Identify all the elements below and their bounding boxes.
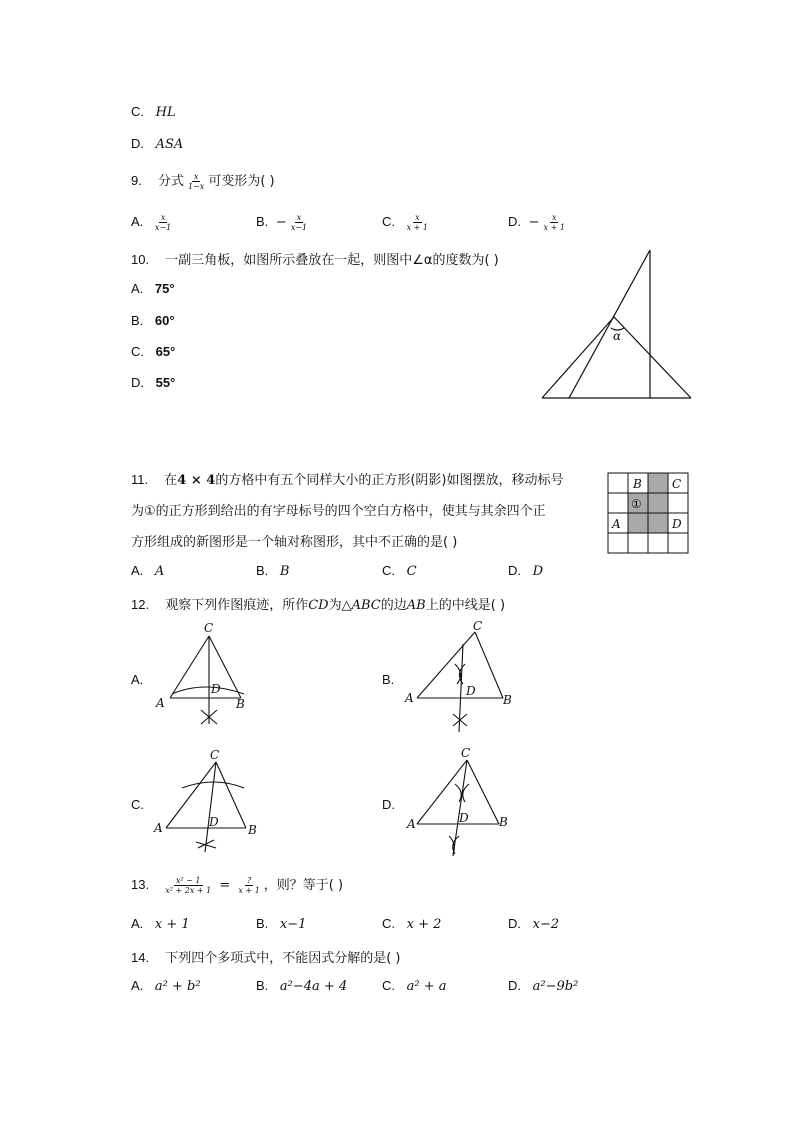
option-text: a²−4a + 4 [279, 979, 348, 994]
stem-text: 的方格中有五个同样大小的正方形(阴影)如图摆放，移动标号 [215, 473, 564, 488]
option-text: B [279, 564, 290, 579]
q9-option-b[interactable] [256, 213, 311, 232]
option-label: C. [382, 978, 395, 993]
option-fraction: $\frac{x}{x + 1}$ [543, 213, 565, 232]
q13-option-b[interactable] [256, 916, 306, 932]
q9-option-a[interactable] [131, 213, 175, 232]
option-label: C. [382, 213, 395, 229]
q13-stem [131, 874, 343, 895]
point-c: C [210, 748, 220, 762]
q10-option-d[interactable] [131, 375, 175, 390]
option-text: x + 2 [406, 917, 442, 932]
option-label: A. [131, 916, 144, 931]
question-number: 10. [131, 252, 150, 267]
point-d: D [466, 684, 476, 698]
shaded-cell [628, 513, 648, 533]
option-text: 75° [154, 281, 175, 296]
point-c: C [461, 746, 471, 760]
option-text: 60° [154, 313, 175, 328]
q11-stem-line3: 方形组成的新图形是一个轴对称图形，其中不正确的是( ) [131, 535, 458, 550]
option-label: C. [382, 563, 395, 578]
point-b: B [499, 815, 508, 829]
option-text: HL [155, 105, 176, 120]
option-label: D. [508, 916, 521, 931]
question-number: 12. [131, 597, 150, 612]
q10-triangle-figure [536, 246, 698, 404]
point-c: C [473, 619, 483, 633]
option-text: ASA [155, 137, 184, 152]
option-label: B. [256, 213, 269, 229]
q12-figure-b [403, 618, 521, 736]
option-sign: − [528, 214, 540, 230]
point-b: B [248, 823, 257, 837]
option-label: C. [131, 104, 144, 119]
q9-stem [131, 170, 275, 191]
q11-option-b[interactable] [256, 563, 289, 579]
q14-stem [131, 947, 401, 966]
stem-math: △ABC [341, 598, 381, 613]
option-text: A [154, 564, 165, 579]
point-a: A [405, 691, 414, 705]
point-d: D [459, 811, 469, 825]
option-label: D. [131, 375, 144, 390]
q12-stem [131, 594, 505, 613]
point-d: D [211, 682, 221, 696]
option-label: B. [256, 978, 269, 993]
q12-option-c[interactable]: C. [131, 797, 144, 812]
point-c: C [204, 622, 214, 635]
point-b: B [236, 697, 245, 711]
option-label: B. [256, 916, 269, 931]
option-label: C. [131, 344, 144, 359]
equals-sign: = [219, 878, 231, 893]
option-text: a² + b² [154, 979, 201, 994]
q13-option-c[interactable] [382, 916, 441, 932]
q14-option-a[interactable] [131, 978, 201, 994]
stem-prefix: 分式 [157, 174, 184, 189]
option-label: D. [508, 213, 521, 229]
option-label: A. [131, 563, 144, 578]
grid-label-d: D [672, 517, 682, 531]
q13-option-a[interactable] [131, 916, 190, 932]
triangle-right-edge [614, 317, 691, 398]
option-text: a²−9b² [532, 979, 579, 994]
question-number: 9. [131, 173, 142, 188]
stem-math: 4 × 4 [177, 473, 216, 488]
option-fraction: $\frac{x}{x + 1}$ [406, 213, 429, 232]
stem-text: 一副三角板，如图所示叠放在一起，则图中∠α的度数为( ) [165, 253, 499, 268]
stem-text: 观察下列作图痕迹，所作 [165, 598, 309, 613]
stem-text: 在 [164, 473, 178, 488]
grid-label-b: B [633, 477, 642, 491]
stem-fraction: $\frac{x}{1-x}$ [188, 172, 205, 191]
option-label: D. [508, 978, 521, 993]
q9-option-c[interactable] [382, 213, 432, 232]
option-label: D. [508, 563, 521, 578]
option-label: B. [256, 563, 269, 578]
option-label: A. [131, 978, 144, 993]
stem-text: 上的中线是( ) [425, 598, 506, 613]
option-text: a² + a [406, 979, 447, 994]
shaded-cell [648, 513, 668, 533]
option-text: D [532, 564, 544, 579]
grid-label-one: ① [631, 497, 642, 511]
q10-option-a[interactable] [131, 281, 175, 296]
q14-option-d[interactable] [508, 978, 578, 994]
question-number: 14. [131, 950, 150, 965]
q8-option-c[interactable] [131, 104, 176, 120]
lhs-fraction: $\frac{\text{x² − 1}}{\text{x² + 2x + 1}}$ [165, 876, 212, 895]
point-b: B [503, 693, 512, 707]
option-text: 65° [155, 344, 176, 359]
option-label: A. [131, 281, 144, 296]
q12-figure-d [403, 744, 521, 860]
rhs-fraction: $\frac{?}{x + 1}$ [238, 876, 260, 895]
option-label: C. [382, 916, 395, 931]
q9-option-d[interactable] [508, 213, 569, 232]
q14-option-c[interactable] [382, 978, 447, 994]
point-d: D [209, 815, 219, 829]
q10-option-b[interactable] [131, 313, 175, 328]
q11-stem-line1 [131, 469, 563, 488]
stem-suffix: ，则？等于( ) [263, 878, 344, 893]
option-text: x−1 [279, 917, 307, 932]
option-text: x−2 [532, 917, 560, 932]
option-label: B. [131, 313, 144, 328]
ruler-hypotenuse [569, 250, 650, 398]
option-fraction: $\frac{x}{x-1}$ [290, 213, 308, 232]
question-number: 13. [131, 877, 150, 892]
shaded-cell [648, 473, 668, 493]
point-a: A [156, 696, 165, 710]
q11-option-c[interactable] [382, 563, 417, 579]
stem-text: 的边 [380, 598, 407, 613]
option-text: C [406, 564, 417, 579]
q12-option-a[interactable]: A. [131, 672, 144, 687]
option-sign: − [275, 214, 287, 230]
q11-stem-line2: 为①的正方形到给出的有字母标号的四个空白方格中，使其与其余四个正 [131, 504, 546, 519]
option-label: A. [131, 213, 144, 229]
option-fraction: $\frac{x}{x-1}$ [154, 213, 172, 232]
q10-stem [131, 249, 499, 268]
option-text: 55° [155, 375, 176, 390]
q13-option-d[interactable] [508, 916, 559, 932]
q8-option-d[interactable] [131, 136, 183, 152]
q14-option-b[interactable] [256, 978, 347, 994]
stem-math: CD [308, 598, 329, 613]
stem-text: 为 [328, 598, 342, 613]
stem-suffix: 可变形为( ) [208, 174, 275, 189]
stem-text: 下列四个多项式中，不能因式分解的是( ) [165, 951, 401, 966]
point-a: A [154, 821, 163, 835]
grid-label-c: C [672, 477, 682, 491]
q10-option-c[interactable] [131, 344, 175, 359]
q12-option-d[interactable]: D. [382, 797, 395, 812]
point-a: A [407, 817, 416, 831]
stem-math: AB [406, 598, 426, 613]
question-number: 11. [131, 472, 149, 487]
q11-option-a[interactable] [131, 563, 164, 579]
shaded-cell [648, 493, 668, 513]
q11-option-d[interactable] [508, 563, 543, 579]
q12-figure-c [152, 748, 262, 856]
grid-label-a: A [612, 517, 621, 531]
alpha-label: α [613, 329, 622, 343]
q12-option-b[interactable]: B. [382, 672, 395, 687]
q12-figure-a [152, 622, 257, 730]
option-label: D. [131, 136, 144, 151]
triangle-left-edge [542, 317, 614, 398]
q11-grid-figure [607, 472, 691, 554]
option-text: x + 1 [154, 917, 190, 932]
